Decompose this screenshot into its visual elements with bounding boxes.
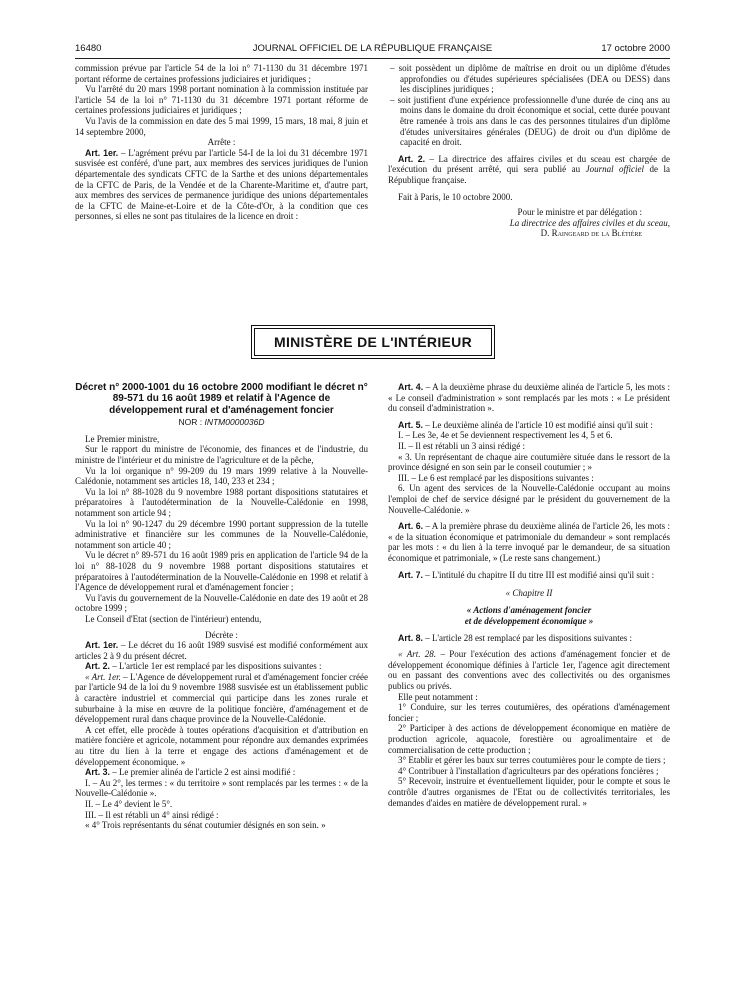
signature-place-date: Fait à Paris, le 10 octobre 2000. [398, 191, 513, 202]
paragraph: Vu l'arrêté du 20 mars 1998 portant nomination à la commission instituée par l'article 54 de la loi n° 71-1130 du 31 décembre 1971 portant réforme de certaines professions judiciaires et juridiques ; [75, 84, 368, 116]
list-item: 3° Etablir et gérer les baux sur terres coutumières pour le compte de tiers ; [398, 755, 666, 766]
paragraph: « Art. 28. – Pour l'exécution des actions d'aménagement foncier et de développement économique définies à l'article 1er, l'agence agit directement ou en passant des conventions avec des collectivités ou des organismes publics ou privés. [388, 649, 671, 692]
list-item: – soit possèdent un diplôme de maîtrise en droit ou un diplôme d'études approfondies ou d'études supérieures spécialisées (DEA ou DESS) dans les disciplines juridiques ; [390, 63, 670, 95]
article-2-paragraph: Art. 2. – La directrice des affaires civiles et du sceau est chargée de l'exécution du présent arrêté, qui sera publié au Journal officiel de la République française. [388, 153, 671, 185]
chapter-title: « Actions d'aménagement foncier et de développement économique » [464, 604, 594, 626]
header-rule [75, 58, 670, 59]
paragraph: Le Premier ministre, [85, 433, 160, 444]
paragraph: Vu la loi n° 88-1028 du 9 novembre 1988 portant dispositions statutaires et préparatoires à l'autodétermination de la Nouvelle-Calédonie en 1998, notamment son article 94 ; [75, 486, 368, 518]
decrete-heading: Décrète : [205, 629, 238, 640]
paragraph: I. – Les 3e, 4e et 5e deviennent respectivement les 4, 5 et 6. [398, 430, 613, 441]
paragraph: III. – Le 6 est remplacé par les dispositions suivantes : [398, 472, 594, 483]
decree-right-column [388, 382, 670, 808]
paragraph: 6. Un agent des services de la Nouvelle-Calédonie occupant au moins l'emploi de chef de service désigné par le président du gouvernement de la Nouvelle-Calédonie. » [388, 483, 670, 515]
paragraph: A cet effet, elle procède à toutes opérations d'acquisition et d'attribution en matière foncière et agricole, notamment pour répondre aux demandes exprimées au titre du lien à la terre et engage des actions d'aménagement et de développement économique. » [75, 724, 368, 767]
article-text: – L'agrément prévu par l'article 54-I de la loi du 31 décembre 1971 susvisée est conféré, d'une part, aux membres des services juridiques de l'union départementale des syndicats CFTC de la Sarthe et des unions départementales de la CFTC de Paris, de la Vendée et de la Charente-Maritime et, d'autre part, aux membres des services de permanence juridique des unions départementales de la CFTC de Maine-et-Loire et de la Côte-d'Or, à la condition que ces personnes, si elles ne sont pas titulaires de la licence en droit : [75, 147, 369, 222]
ministry-heading: MINISTÈRE DE L'INTÉRIEUR [254, 328, 492, 356]
article-3: Art. 3. – Le premier alinéa de l'article 2 est ainsi modifié : [85, 767, 296, 778]
decree-title: Décret n° 2000-1001 du 16 octobre 2000 modifiant le décret n° 89-571 du 16 août 1989 et relatif à l'Agence de développement rural et d'aménagement foncier [75, 382, 368, 416]
paragraph: Vu l'avis du gouvernement de la Nouvelle-Calédonie en date des 19 août et 28 octobre 1999 ; [75, 592, 368, 614]
list-item: 1° Conduire, sur les terres coutumières, des opérations d'aménagement foncier ; [388, 702, 670, 723]
article-2: Art. 2. – L'article 1er est remplacé par les dispositions suivantes : [85, 661, 322, 672]
article-6: Art. 6. – A la première phrase du deuxième alinéa de l'article 26, les mots : « de la situation économique et patrimoniale du demandeur » sont remplacés par les mots : « du lien à la terre invoqué par le demandeur, de sa situation économique et patrimoniale, » (Le reste sans changement.) [388, 521, 671, 563]
article-5: Art. 5. – Le deuxième alinéa de l'article 10 est modifié ainsi qu'il suit : [398, 419, 653, 430]
article-label: Art. 2. [398, 153, 426, 164]
list-item: 4° Contribuer à l'installation d'agriculteurs par des opérations foncières ; [398, 765, 659, 776]
paragraph: « 4° Trois représentants du sénat coutumier désignés en son sein. » [85, 820, 326, 831]
paragraph: « 3. Un représentant de chaque aire coutumière située dans le ressort de la province désigné en son sein par le conseil coutumier ; » [388, 451, 670, 473]
chapter-heading: « Chapitre II [505, 588, 553, 599]
paragraph: Elle peut notamment : [398, 691, 478, 702]
paragraph: Vu le décret n° 89-571 du 16 août 1989 pris en application de l'article 94 de la loi n° 88-1028 du 9 novembre 1988 portant dispositions statutaires et préparatoires à l'autodétermination de la Nouvelle-Calédonie en 1998 et relatif à l'Agence de développement rural et d'aménagement foncier ; [75, 550, 368, 593]
arrete-heading: Arrête : [207, 137, 236, 148]
page-number: 16480 [75, 43, 102, 54]
paragraph: II. – Il est rétabli un 3 ainsi rédigé : [398, 440, 525, 451]
paragraph: II. – Le 4° devient le 5°. [85, 799, 173, 809]
list-item: 5° Recevoir, instruire et éventuellement liquider, pour le compte et sous le contrôle d'autres organismes de l'Etat ou de collectivités territoriales, les demandes d'aides en matière de développement rural. » [388, 776, 670, 808]
journal-title: JOURNAL OFFICIEL DE LA RÉPUBLIQUE FRANÇAISE [252, 43, 493, 54]
list-item: – soit justifient d'une expérience professionnelle d'une durée de cinq ans au moins dans le domaine du droit économique et social, cette durée pouvant être ramenée à trois ans dans le cas des personnes titulaires d'un diplôme d'études universitaires générales (DEUG) de droit ou d'un diplôme de capacité en droit. [390, 94, 670, 148]
paragraph: commission prévue par l'article 54 de la loi n° 71-1130 du 31 décembre 1971 portant réforme de certaines professions judiciaires et juridiques ; [75, 63, 368, 84]
paragraph: I. – Au 2°, les termes : « du territoire » sont remplacés par les termes : « de la Nouvelle-Calédonie ». [75, 777, 368, 799]
article-8: Art. 8. – L'article 28 est remplacé par les dispositions suivantes : [398, 632, 633, 643]
top-right-column [388, 63, 670, 239]
paragraph: Vu la loi n° 90-1247 du 29 décembre 1990 portant suppression de la tutelle administrative et financière sur les communes de la Nouvelle-Calédonie, notamment son article 40 ; [75, 518, 368, 550]
paragraph: Le Conseil d'Etat (section de l'intérieur) entendu, [85, 613, 262, 624]
article-7: Art. 7. – L'intitulé du chapitre II du titre III est modifié ainsi qu'il suit : [398, 569, 655, 580]
list-item: 2° Participer à des actions de développement économique en matière de production agricole, aquacole, forestière ou agroalimentaire et de commercialisation de cette production ; [388, 723, 670, 755]
decree-left-column [75, 382, 368, 831]
page-header [75, 43, 670, 59]
article-label: Art. 1er. [85, 147, 119, 158]
article-4: Art. 4. – A la deuxième phrase du deuxième alinéa de l'article 5, les mots : « Le conseil d'administration » sont remplacés par les mots : « Le président du conseil d'administration ». [388, 382, 671, 414]
top-left-column [75, 63, 368, 222]
signature-line: La directrice des affaires civiles et du sceau, [509, 217, 670, 228]
issue-date: 17 octobre 2000 [601, 43, 670, 54]
nor-reference: NOR : INTM0000036D [178, 417, 265, 428]
article-1: Art. 1er. – Le décret du 16 août 1989 susvisé est modifié conformément aux articles 2 à 9 du présent décret. [75, 640, 368, 661]
paragraph: III. – Il est rétabli un 4° ainsi rédigé : [85, 809, 219, 820]
paragraph: « Art. 1er. – L'Agence de développement rural et d'aménagement foncier créée par l'article 94 de la loi du 9 novembre 1988 susvisée est un établissement public à caractère industriel et commercial qui participe dans les zones rurale et suburbaine à la mise en œuvre de la politique foncière, d'aménagement et de développement rural dans chaque province de la Nouvelle-Calédonie. [75, 671, 368, 725]
signature-line: Pour le ministre et par délégation : [517, 207, 642, 218]
paragraph: Vu la loi organique n° 99-209 du 19 mars 1999 relative à la Nouvelle-Calédonie, notamment ses articles 18, 140, 233 et 234 ; [75, 465, 368, 487]
signatory-name: D. Raingeard de la Blétière [540, 228, 642, 239]
paragraph: Vu l'avis de la commission en date des 5 mai 1999, 15 mars, 18 mai, 8 juin et 14 septembre 2000, [75, 115, 368, 137]
article-1-paragraph [75, 148, 368, 222]
paragraph: Sur le rapport du ministre de l'économie, des finances et de l'industrie, du ministre de l'intérieur et du ministre de l'agriculture et de la pêche, [75, 444, 368, 465]
